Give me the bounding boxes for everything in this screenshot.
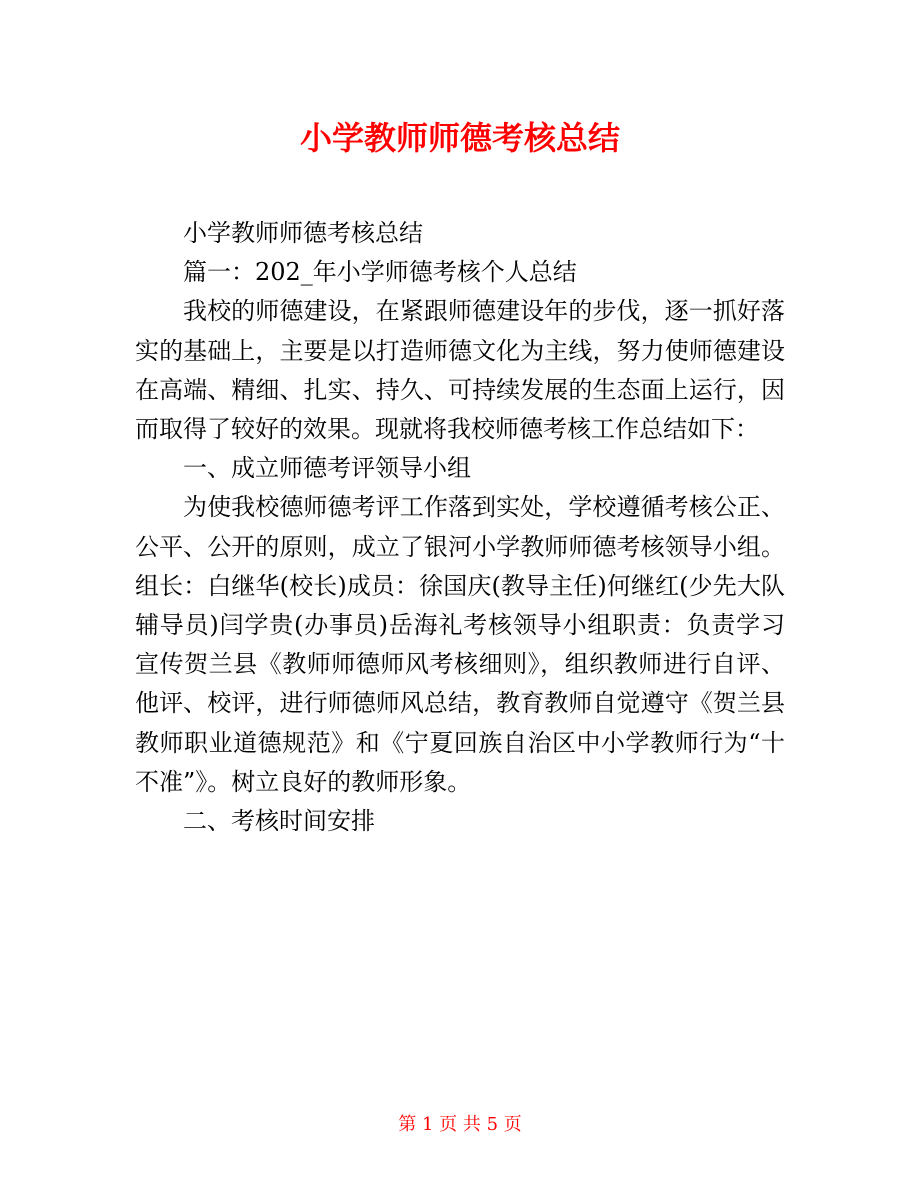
paragraph-subtitle: 小学教师师德考核总结 [183,219,423,247]
heading-section-two: 二、考核时间安排 [183,807,375,836]
paragraph-intro: 我校的师德建设，在紧跟师德建设年的步伐，逐一抓好落实的基础上，主要是以打造师德文化为主线，努力使师德建设在高端、精细、扎实、持久、可持续发展的生态面上运行，因而取得了较好的效果。现就将我校师德考核工作总结如下： [135,297,785,444]
paragraph-section-heading: 篇一：202_年小学师德考核个人总结 [183,258,577,287]
heading-section-one: 一、成立师德考评领导小组 [183,454,471,483]
page-footer: 第 1 页 共 5 页 [398,1114,522,1135]
paragraph-section-one: 为使我校德师德考评工作落到实处，学校遵循考核公正、公平、公开的原则，成立了银河小学教师师德考核领导小组。组长：白继华(校长)成员：徐国庆(教导主任)何继红(少先大队辅导员)闫学贵(办事员)岳海礼考核领导小组职责：负责学习宣传贺兰县《教师师德师风考核细则》，组织教师进行自评、他评、校评，进行师德师风总结，教育教师自觉遵守《贺兰县教师职业道德规范》和《宁夏回族自治区中小学教师行为“十不准”》。树立良好的教师形象。 [135,493,785,796]
document-body [135,214,785,841]
document-title: 小学教师师德考核总结 [299,119,620,157]
